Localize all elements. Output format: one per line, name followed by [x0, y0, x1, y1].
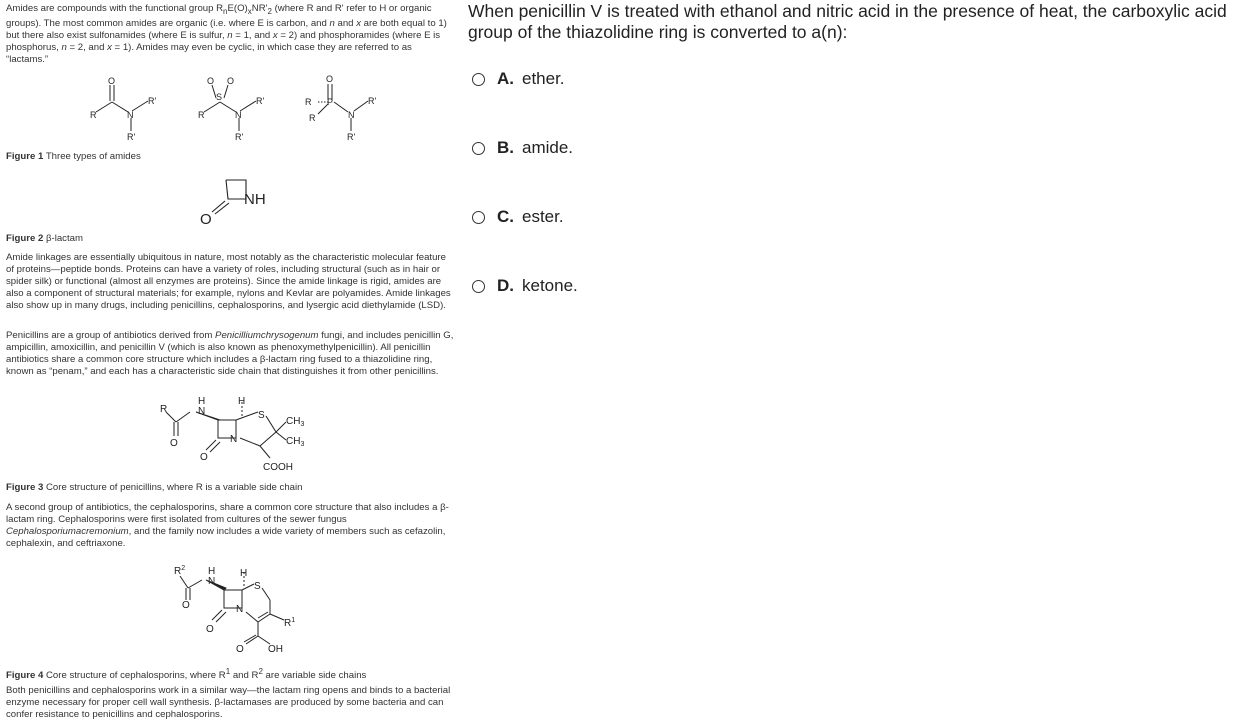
atom-label: N [236, 604, 244, 615]
atom-label: $R^2$ [174, 565, 186, 577]
option-letter: B. [497, 137, 514, 157]
atom-label: COOH [263, 462, 293, 473]
atom-label: O [236, 644, 244, 655]
option-b[interactable] [472, 137, 573, 159]
atom-label: O [326, 74, 334, 84]
atom-label: R' [127, 132, 136, 142]
atom-label: O [170, 438, 178, 449]
question-text: When penicillin V is treated with ethanol and nitric acid in the presence of heat, the carboxylic acid group of the thiazolidine ring is converted to a(n): [468, 1, 1227, 42]
atom-label: O [200, 211, 212, 228]
atom-label: O [227, 76, 235, 86]
atom-label: OH [268, 644, 283, 655]
paragraph-penicillins: Penicillins are a group of antibiotics derived from Penicilliumchrysogenum fungi, and includes penicillin G, ampicillin, amoxicillin, and penicillin V (which is also known as phenoxymethylpenicillin). All penicillin antibiotics share a common core structure which includes a β-lactam ring fused to a thiazolidine ring, known as “penam,” and each has a characteristic side chain that distinguishes it from other penicillins. [6, 330, 454, 377]
option-letter: C. [497, 206, 514, 226]
atom-label: R [309, 113, 316, 123]
atom-label: R' [347, 132, 356, 142]
atom-label: H [240, 568, 248, 579]
atom-label: O [108, 76, 116, 86]
atom-label: N [235, 110, 242, 120]
paragraph-lactamases: Both penicillins and cephalosporins work in a similar way—the lactam ring opens and binds to a bacterial enzyme necessary for proper cell wall synthesis. β-lactamases are produced by some bacteria and can confer resistance to penicillins and cephalosporins. [6, 685, 451, 720]
atom-label: N [208, 576, 216, 587]
atom-label: R' [235, 132, 244, 142]
figure-2-caption: Figure 2 β-lactam [6, 233, 83, 244]
radio-icon[interactable] [472, 280, 485, 293]
option-text: ester. [522, 206, 564, 226]
option-text: amide. [522, 137, 574, 157]
atom-label: P [327, 97, 334, 107]
figure-2-beta-lactam [196, 166, 286, 230]
paragraph-cephalosporins: A second group of antibiotics, the cephalosporins, share a common core structure that also includes a β-lactam ring. Cephalosporins were first isolated from cultures of the sewer fungus Cephalosporiumacremonium, and the family now includes a wide variety of members such as cefazolin, cephalexin, and ceftriaxone. [6, 502, 449, 549]
figure-4-cephem [166, 562, 306, 656]
atom-label: R' [256, 96, 265, 106]
atom-label: O [206, 624, 214, 635]
atom-label: H [198, 396, 206, 407]
atom-label: NH [244, 191, 266, 208]
radio-icon[interactable] [472, 73, 485, 86]
radio-icon[interactable] [472, 211, 485, 224]
option-letter: A. [497, 68, 514, 88]
atom-label: R [305, 97, 312, 107]
option-letter: D. [497, 275, 514, 295]
option-text: ether. [522, 68, 565, 88]
option-c[interactable] [472, 206, 564, 228]
atom-label: R [160, 404, 168, 415]
atom-label: O [182, 600, 190, 611]
atom-label: N [348, 110, 355, 120]
radio-icon[interactable] [472, 142, 485, 155]
figure-1-caption: Figure 1 Three types of amides [6, 151, 141, 162]
atom-label: S [254, 581, 261, 592]
atom-label: R' [148, 96, 157, 106]
atom-label: O [207, 76, 215, 86]
figure-1-amides [86, 74, 386, 146]
atom-label: $CH_3$ [286, 416, 305, 428]
atom-label: $CH_3$ [286, 436, 305, 448]
atom-label: S [216, 92, 223, 102]
atom-label: H [238, 396, 246, 407]
intro-paragraph: Amides are compounds with the functional group $R_nE(O)_xNR'_2$ (where R and R' refer to H or organic groups). The most common amides are organic (i.e. where E is carbon, and n and x are both equal to 1) but there also exist sulfonamides (where E is sulfur, n = 1, and x = 2) and phosphoramides (where E is phosphorus, n = 2, and x = 1). Amides may even be cyclic, in which case they are referred to as “lactams.” [6, 3, 447, 65]
atom-label: H [208, 566, 216, 577]
atom-label: N [198, 406, 206, 417]
option-text: ketone. [522, 275, 578, 295]
option-d[interactable] [472, 275, 578, 297]
atom-label: R' [368, 96, 377, 106]
atom-label: N [230, 434, 238, 445]
atom-label: N [127, 110, 134, 120]
atom-label: R [90, 110, 97, 120]
figure-4-caption: Figure 4 Core structure of cephalosporins, where $R^1$ and $R^2$ are variable side chains [6, 667, 367, 682]
figure-3-caption: Figure 3 Core structure of penicillins, where R is a variable side chain [6, 482, 303, 493]
atom-label: S [258, 410, 265, 421]
atom-label: R [198, 110, 205, 120]
atom-label: O [200, 452, 208, 463]
figure-3-penam [154, 394, 324, 478]
atom-label: $R^1$ [284, 617, 296, 629]
option-a[interactable] [472, 68, 565, 90]
paragraph-amide-linkages: Amide linkages are essentially ubiquitous in nature, most notably as the characteristic molecular feature of proteins—peptide bonds. Proteins can have a variety of roles, including structural (such as in hair or spider silk) or functional (almost all enzymes are proteins). Since the amide linkage is rigid, amides are also a component of structural materials; for example, nylons and Kevlar are polyamides. Amide linkages also show up in many drugs, including penicillins, cephalosporins, and lysergic acid diethylamide (LSD). [6, 252, 451, 311]
